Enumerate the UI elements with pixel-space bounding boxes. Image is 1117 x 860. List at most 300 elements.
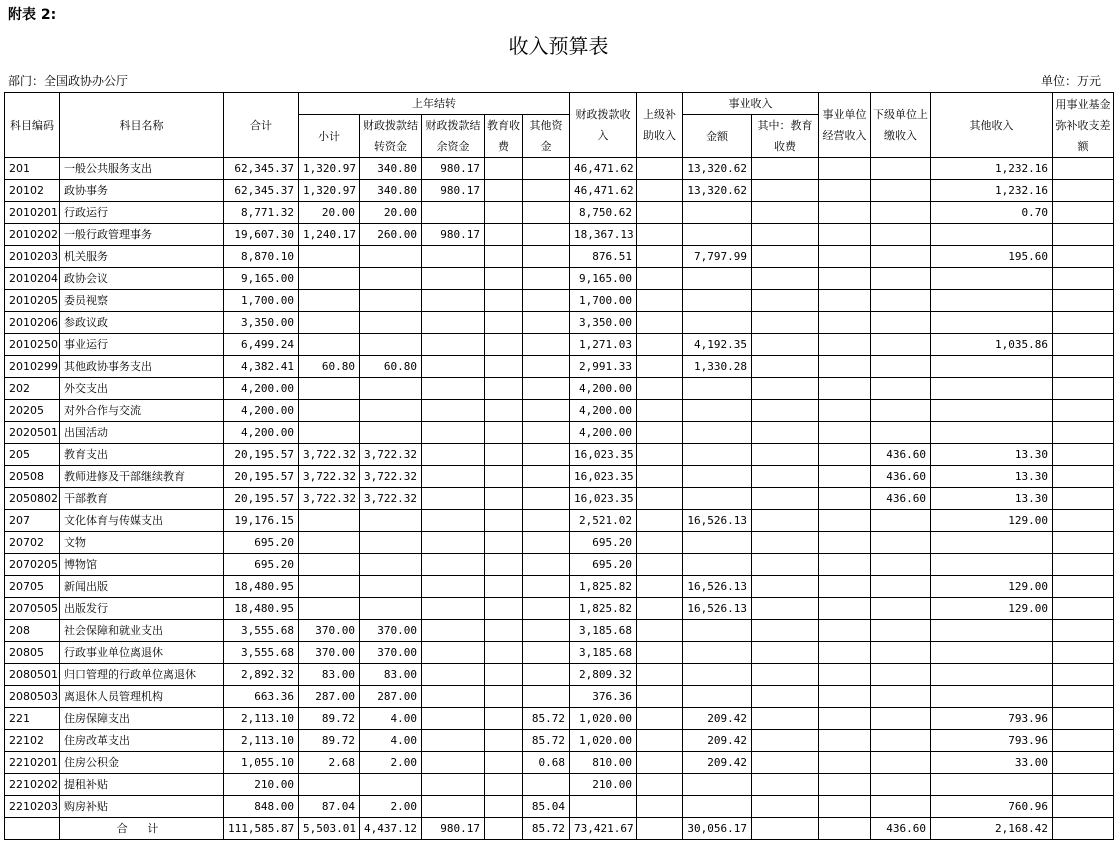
cell-value bbox=[752, 202, 819, 224]
table-row bbox=[5, 466, 1114, 488]
cell-value bbox=[637, 312, 683, 334]
cell-value: 0.70 bbox=[931, 202, 1053, 224]
cell-value: 16,526.13 bbox=[683, 598, 752, 620]
cell-value: 85.72 bbox=[523, 730, 570, 752]
cell-value bbox=[752, 642, 819, 664]
cell-value bbox=[871, 576, 931, 598]
cell-code: 2010299 bbox=[5, 356, 60, 378]
cell-value: 3,350.00 bbox=[224, 312, 299, 334]
cell-value: 260.00 bbox=[360, 224, 422, 246]
cell-value: 340.80 bbox=[360, 180, 422, 202]
cell-value bbox=[683, 488, 752, 510]
cell-value bbox=[683, 774, 752, 796]
cell-code: 2070505 bbox=[5, 598, 60, 620]
cell-value bbox=[360, 290, 422, 312]
attachment-label: 附表 2: bbox=[8, 7, 57, 23]
cell-name: 政协事务 bbox=[60, 180, 224, 202]
cell-value bbox=[422, 576, 485, 598]
cell-value bbox=[683, 312, 752, 334]
header-carry-subtotal: 小计 bbox=[299, 115, 360, 158]
cell-value bbox=[752, 246, 819, 268]
cell-value bbox=[299, 246, 360, 268]
cell-value: 3,722.32 bbox=[360, 488, 422, 510]
cell-value bbox=[931, 642, 1053, 664]
cell-value: 73,421.67 bbox=[570, 818, 637, 840]
cell-value bbox=[819, 642, 871, 664]
cell-value bbox=[752, 378, 819, 400]
cell-value bbox=[1053, 290, 1114, 312]
cell-value bbox=[1053, 158, 1114, 180]
cell-value: 1,232.16 bbox=[931, 158, 1053, 180]
cell-value: 2,892.32 bbox=[224, 664, 299, 686]
cell-name: 归口管理的行政单位离退休 bbox=[60, 664, 224, 686]
cell-value bbox=[819, 158, 871, 180]
cell-value bbox=[1053, 488, 1114, 510]
cell-value bbox=[523, 466, 570, 488]
header-carry-edu-fee: 教育收费 bbox=[485, 115, 523, 158]
cell-value bbox=[871, 664, 931, 686]
cell-value bbox=[299, 510, 360, 532]
cell-value bbox=[523, 290, 570, 312]
cell-value bbox=[299, 598, 360, 620]
page-title: 收入预算表 bbox=[508, 34, 609, 58]
cell-value bbox=[422, 620, 485, 642]
cell-value bbox=[1053, 752, 1114, 774]
cell-value: 695.20 bbox=[224, 532, 299, 554]
cell-value bbox=[485, 642, 523, 664]
cell-value: 19,176.15 bbox=[224, 510, 299, 532]
cell-name: 离退休人员管理机构 bbox=[60, 686, 224, 708]
header-carryover: 上年结转 bbox=[299, 93, 570, 115]
table-row bbox=[5, 642, 1114, 664]
cell-value bbox=[637, 356, 683, 378]
cell-value bbox=[637, 752, 683, 774]
cell-value bbox=[1053, 708, 1114, 730]
cell-name: 住房保障支出 bbox=[60, 708, 224, 730]
cell-value bbox=[422, 642, 485, 664]
cell-value: 1,035.86 bbox=[931, 334, 1053, 356]
cell-code: 205 bbox=[5, 444, 60, 466]
cell-value: 287.00 bbox=[299, 686, 360, 708]
cell-value bbox=[683, 554, 752, 576]
cell-value bbox=[871, 752, 931, 774]
cell-value: 376.36 bbox=[570, 686, 637, 708]
cell-value bbox=[683, 378, 752, 400]
cell-value bbox=[1053, 422, 1114, 444]
cell-code: 22102 bbox=[5, 730, 60, 752]
header-total: 合计 bbox=[224, 93, 299, 158]
cell-value bbox=[819, 796, 871, 818]
cell-value bbox=[422, 664, 485, 686]
table-row bbox=[5, 422, 1114, 444]
cell-value bbox=[931, 620, 1053, 642]
cell-value bbox=[819, 246, 871, 268]
cell-value: 4,200.00 bbox=[224, 378, 299, 400]
cell-code: 2010204 bbox=[5, 268, 60, 290]
cell-value bbox=[422, 378, 485, 400]
cell-value bbox=[871, 510, 931, 532]
cell-value: 980.17 bbox=[422, 224, 485, 246]
cell-value bbox=[871, 378, 931, 400]
cell-value bbox=[871, 180, 931, 202]
cell-value bbox=[299, 378, 360, 400]
cell-code bbox=[5, 818, 60, 840]
cell-code: 208 bbox=[5, 620, 60, 642]
cell-value bbox=[819, 488, 871, 510]
cell-code: 20508 bbox=[5, 466, 60, 488]
cell-name: 外交支出 bbox=[60, 378, 224, 400]
cell-value bbox=[752, 158, 819, 180]
cell-value bbox=[683, 224, 752, 246]
cell-value bbox=[360, 400, 422, 422]
cell-value bbox=[422, 774, 485, 796]
cell-value: 210.00 bbox=[570, 774, 637, 796]
cell-value bbox=[485, 158, 523, 180]
cell-value bbox=[1053, 268, 1114, 290]
cell-value bbox=[871, 796, 931, 818]
cell-value: 210.00 bbox=[224, 774, 299, 796]
table-row bbox=[5, 312, 1114, 334]
cell-value bbox=[752, 554, 819, 576]
cell-value bbox=[360, 576, 422, 598]
cell-value bbox=[485, 576, 523, 598]
cell-value bbox=[1053, 774, 1114, 796]
cell-value bbox=[1053, 664, 1114, 686]
cell-value bbox=[485, 356, 523, 378]
cell-code: 2010201 bbox=[5, 202, 60, 224]
cell-value bbox=[485, 554, 523, 576]
cell-value: 6,499.24 bbox=[224, 334, 299, 356]
cell-value: 695.20 bbox=[224, 554, 299, 576]
cell-value bbox=[683, 422, 752, 444]
department-label: 部门：全国政协办公厅 bbox=[8, 74, 129, 88]
cell-value bbox=[931, 422, 1053, 444]
cell-value bbox=[1053, 818, 1114, 840]
cell-code: 20102 bbox=[5, 180, 60, 202]
cell-value bbox=[637, 510, 683, 532]
cell-value bbox=[485, 224, 523, 246]
cell-value bbox=[422, 488, 485, 510]
cell-value bbox=[299, 774, 360, 796]
cell-value bbox=[637, 620, 683, 642]
cell-value: 20,195.57 bbox=[224, 488, 299, 510]
cell-name: 教师进修及干部继续教育 bbox=[60, 466, 224, 488]
cell-value bbox=[485, 488, 523, 510]
cell-value bbox=[637, 664, 683, 686]
cell-value bbox=[819, 378, 871, 400]
cell-value: 980.17 bbox=[422, 158, 485, 180]
cell-value bbox=[523, 180, 570, 202]
cell-name: 文物 bbox=[60, 532, 224, 554]
cell-value bbox=[819, 268, 871, 290]
cell-value: 85.72 bbox=[523, 818, 570, 840]
cell-value: 1,240.17 bbox=[299, 224, 360, 246]
cell-value bbox=[1053, 378, 1114, 400]
cell-value bbox=[752, 312, 819, 334]
cell-value bbox=[1053, 180, 1114, 202]
cell-value: 9,165.00 bbox=[224, 268, 299, 290]
cell-value bbox=[1053, 796, 1114, 818]
cell-value bbox=[523, 268, 570, 290]
cell-value bbox=[931, 400, 1053, 422]
cell-value bbox=[422, 246, 485, 268]
cell-name: 出版发行 bbox=[60, 598, 224, 620]
cell-value: 4,192.35 bbox=[683, 334, 752, 356]
cell-value: 89.72 bbox=[299, 708, 360, 730]
cell-value bbox=[683, 686, 752, 708]
table-row bbox=[5, 290, 1114, 312]
cell-value: 793.96 bbox=[931, 708, 1053, 730]
cell-value: 16,023.35 bbox=[570, 488, 637, 510]
cell-value: 16,526.13 bbox=[683, 576, 752, 598]
cell-value: 980.17 bbox=[422, 818, 485, 840]
cell-value bbox=[871, 356, 931, 378]
cell-value bbox=[637, 180, 683, 202]
cell-value bbox=[360, 268, 422, 290]
cell-name: 行政运行 bbox=[60, 202, 224, 224]
cell-value: 436.60 bbox=[871, 466, 931, 488]
cell-value: 7,797.99 bbox=[683, 246, 752, 268]
cell-value bbox=[1053, 686, 1114, 708]
cell-value bbox=[523, 400, 570, 422]
cell-value bbox=[819, 620, 871, 642]
cell-value bbox=[485, 708, 523, 730]
cell-value bbox=[683, 642, 752, 664]
cell-value bbox=[819, 598, 871, 620]
cell-value bbox=[819, 774, 871, 796]
cell-code: 20205 bbox=[5, 400, 60, 422]
cell-value bbox=[485, 444, 523, 466]
cell-value bbox=[485, 290, 523, 312]
table-row bbox=[5, 268, 1114, 290]
cell-value bbox=[637, 576, 683, 598]
cell-value: 16,023.35 bbox=[570, 466, 637, 488]
cell-value bbox=[819, 444, 871, 466]
cell-value bbox=[360, 312, 422, 334]
cell-value bbox=[523, 576, 570, 598]
cell-value bbox=[523, 444, 570, 466]
table-row bbox=[5, 488, 1114, 510]
cell-value bbox=[523, 334, 570, 356]
cell-value: 1,825.82 bbox=[570, 576, 637, 598]
cell-value: 60.80 bbox=[360, 356, 422, 378]
cell-value bbox=[422, 752, 485, 774]
cell-value bbox=[752, 510, 819, 532]
cell-value bbox=[752, 290, 819, 312]
table-row bbox=[5, 400, 1114, 422]
cell-value bbox=[523, 686, 570, 708]
cell-value: 13,320.62 bbox=[683, 180, 752, 202]
cell-value bbox=[485, 510, 523, 532]
cell-value: 793.96 bbox=[931, 730, 1053, 752]
cell-value: 33.00 bbox=[931, 752, 1053, 774]
cell-code: 2210201 bbox=[5, 752, 60, 774]
unit-label: 单位：万元 bbox=[1040, 74, 1101, 88]
cell-value bbox=[752, 796, 819, 818]
cell-value bbox=[683, 202, 752, 224]
cell-value bbox=[637, 466, 683, 488]
cell-value bbox=[485, 818, 523, 840]
cell-name: 文化体育与传媒支出 bbox=[60, 510, 224, 532]
table-row bbox=[5, 334, 1114, 356]
cell-value bbox=[819, 664, 871, 686]
cell-value bbox=[523, 422, 570, 444]
cell-value bbox=[871, 202, 931, 224]
cell-value: 209.42 bbox=[683, 730, 752, 752]
cell-value bbox=[683, 400, 752, 422]
cell-value bbox=[360, 510, 422, 532]
cell-value bbox=[299, 290, 360, 312]
cell-value bbox=[637, 796, 683, 818]
cell-value: 4.00 bbox=[360, 730, 422, 752]
cell-value bbox=[422, 686, 485, 708]
cell-value bbox=[819, 686, 871, 708]
cell-name: 其他政协事务支出 bbox=[60, 356, 224, 378]
cell-value bbox=[485, 730, 523, 752]
cell-value bbox=[819, 356, 871, 378]
cell-name: 一般行政管理事务 bbox=[60, 224, 224, 246]
header-fiscal-appropriation: 财政拨款收入 bbox=[570, 93, 637, 158]
cell-value bbox=[485, 686, 523, 708]
header-carry-fiscal-surplus: 财政拨款结余资金 bbox=[422, 115, 485, 158]
cell-value bbox=[819, 400, 871, 422]
cell-value bbox=[637, 818, 683, 840]
cell-value bbox=[422, 334, 485, 356]
cell-value bbox=[1053, 730, 1114, 752]
cell-value bbox=[931, 554, 1053, 576]
cell-value: 16,526.13 bbox=[683, 510, 752, 532]
cell-value bbox=[485, 400, 523, 422]
cell-value: 663.36 bbox=[224, 686, 299, 708]
cell-value bbox=[485, 312, 523, 334]
cell-value: 20.00 bbox=[299, 202, 360, 224]
cell-value: 3,722.32 bbox=[299, 466, 360, 488]
cell-value bbox=[485, 466, 523, 488]
cell-value bbox=[871, 400, 931, 422]
cell-value bbox=[819, 224, 871, 246]
cell-value: 4.00 bbox=[360, 708, 422, 730]
cell-value bbox=[422, 312, 485, 334]
cell-value: 13,320.62 bbox=[683, 158, 752, 180]
cell-value: 370.00 bbox=[360, 620, 422, 642]
cell-value bbox=[422, 708, 485, 730]
cell-value bbox=[752, 686, 819, 708]
cell-value bbox=[485, 598, 523, 620]
cell-value: 83.00 bbox=[299, 664, 360, 686]
cell-value bbox=[523, 158, 570, 180]
cell-value bbox=[819, 466, 871, 488]
cell-value bbox=[871, 730, 931, 752]
cell-name: 对外合作与交流 bbox=[60, 400, 224, 422]
cell-value bbox=[637, 708, 683, 730]
table-row bbox=[5, 532, 1114, 554]
cell-value: 62,345.37 bbox=[224, 180, 299, 202]
cell-value: 85.72 bbox=[523, 708, 570, 730]
table-row bbox=[5, 708, 1114, 730]
table-row bbox=[5, 356, 1114, 378]
cell-value bbox=[819, 290, 871, 312]
table-row bbox=[5, 774, 1114, 796]
cell-value bbox=[360, 774, 422, 796]
cell-value: 20.00 bbox=[360, 202, 422, 224]
cell-name: 住房改革支出 bbox=[60, 730, 224, 752]
cell-value: 62,345.37 bbox=[224, 158, 299, 180]
header-carry-fiscal-transfer: 财政拨款结转资金 bbox=[360, 115, 422, 158]
cell-value bbox=[422, 268, 485, 290]
cell-value bbox=[931, 224, 1053, 246]
cell-value: 1,700.00 bbox=[570, 290, 637, 312]
cell-value: 18,480.95 bbox=[224, 598, 299, 620]
table-row bbox=[5, 158, 1114, 180]
cell-name: 住房公积金 bbox=[60, 752, 224, 774]
cell-value: 2.00 bbox=[360, 752, 422, 774]
cell-value bbox=[422, 730, 485, 752]
cell-value bbox=[819, 730, 871, 752]
cell-code: 2010205 bbox=[5, 290, 60, 312]
cell-value bbox=[819, 554, 871, 576]
cell-value: 46,471.62 bbox=[570, 158, 637, 180]
total-row bbox=[5, 818, 1114, 840]
cell-code: 2210203 bbox=[5, 796, 60, 818]
cell-value: 89.72 bbox=[299, 730, 360, 752]
table-row bbox=[5, 180, 1114, 202]
cell-value: 1,232.16 bbox=[931, 180, 1053, 202]
cell-value: 1,020.00 bbox=[570, 730, 637, 752]
cell-value bbox=[931, 356, 1053, 378]
cell-value bbox=[752, 576, 819, 598]
cell-value: 436.60 bbox=[871, 444, 931, 466]
cell-value bbox=[871, 158, 931, 180]
table-row bbox=[5, 796, 1114, 818]
cell-value: 1,020.00 bbox=[570, 708, 637, 730]
cell-value bbox=[819, 510, 871, 532]
cell-value bbox=[637, 224, 683, 246]
cell-value bbox=[360, 598, 422, 620]
cell-value bbox=[1053, 510, 1114, 532]
cell-value: 695.20 bbox=[570, 532, 637, 554]
cell-value bbox=[523, 598, 570, 620]
cell-value: 848.00 bbox=[224, 796, 299, 818]
cell-value bbox=[1053, 312, 1114, 334]
cell-value bbox=[931, 532, 1053, 554]
cell-code: 2080503 bbox=[5, 686, 60, 708]
cell-value bbox=[871, 246, 931, 268]
cell-value: 4,200.00 bbox=[570, 378, 637, 400]
cell-value bbox=[1053, 576, 1114, 598]
cell-value bbox=[1053, 620, 1114, 642]
cell-value: 2.68 bbox=[299, 752, 360, 774]
cell-name: 社会保障和就业支出 bbox=[60, 620, 224, 642]
table-row bbox=[5, 554, 1114, 576]
cell-value bbox=[637, 488, 683, 510]
cell-code: 2010206 bbox=[5, 312, 60, 334]
cell-value bbox=[523, 620, 570, 642]
header-carry-other: 其他资金 bbox=[523, 115, 570, 158]
cell-value bbox=[1053, 246, 1114, 268]
cell-value bbox=[819, 202, 871, 224]
header-subordinate-income: 下级单位上缴收入 bbox=[871, 93, 931, 158]
cell-code: 2010250 bbox=[5, 334, 60, 356]
cell-value bbox=[422, 510, 485, 532]
cell-value bbox=[422, 444, 485, 466]
header-business-edu-fee: 其中：教育收费 bbox=[752, 115, 819, 158]
cell-value bbox=[523, 642, 570, 664]
cell-value bbox=[637, 158, 683, 180]
cell-value bbox=[683, 466, 752, 488]
cell-value: 85.04 bbox=[523, 796, 570, 818]
table-row bbox=[5, 730, 1114, 752]
cell-value bbox=[871, 598, 931, 620]
